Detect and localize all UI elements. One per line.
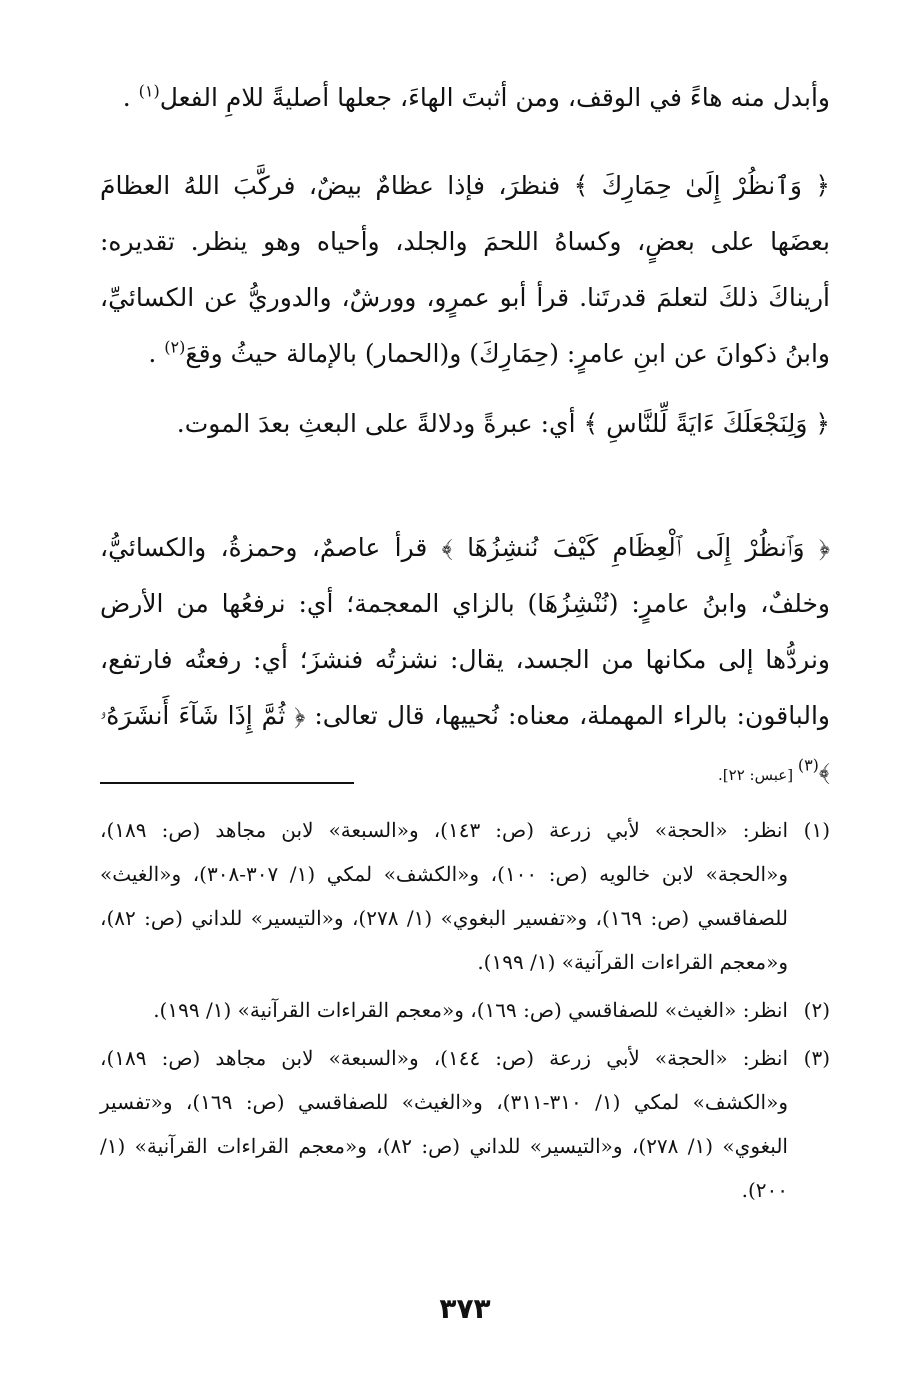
footnote-1 [100, 808, 830, 984]
footnote-number: (٢) [803, 998, 830, 1022]
footnote-ref-3[interactable]: (٣) [797, 755, 819, 775]
footnote-divider [100, 782, 354, 784]
footnote-text: انظر: «الحجة» لأبي زرعة (ص: ١٤٤)، و«السبعة» لابن مجاهد (ص: ١٨٩)، و«الكشف» لمكي (١/ ٣١٠-٣١١)، و«الغيث» للصفاقسي (ص: ١٦٩)، و«تفسير البغوي» (١/ ٢٧٨)، و«التيسير» للداني (ص: ٨٢)، و«معجم القراءات القرآنية» (١/ ٢٠٠). [100, 1046, 788, 1202]
footnote-text: انظر: «الغيث» للصفاقسي (ص: ١٦٩)، و«معجم القراءات القرآنية» (١/ ١٩٩). [153, 998, 788, 1022]
footnote-text: انظر: «الحجة» لأبي زرعة (ص: ١٤٣)، و«السبعة» لابن مجاهد (ص: ١٨٩)، و«الحجة» لابن خالويه (ص: ١٠٠)، و«الكشف» لمكي (١/ ٣٠٧-٣٠٨)، و«الغيث» للصفاقسي (ص: ١٦٩)، و«تفسير البغوي» (١/ ٢٧٨)، و«التيسير» للداني (ص: ٨٢)، و«معجم القراءات القرآنية» (١/ ١٩٩). [100, 818, 789, 974]
footnote-2 [100, 988, 830, 1032]
paragraph-4 [100, 520, 830, 803]
paragraph-4-text: ﴿ وَٱنظُرْ إِلَى ٱلْعِظَامِ كَيْفَ نُنشِزُهَا ﴾ قرأ عاصمٌ، وحمزةُ، والكسائيُّ، وخلفٌ، وابنُ عامرٍ: (نُنْشِزُهَا) بالزاي المعجمة؛ أي: نرفعُها من الأرض ونردُّها إلى مكانها من الجسد، يقال: نشزتُه فنشزَ؛ أي: رفعتُه فارتفع، والباقون: بالراء المهملة، معناه: نُحييها، قال تعالى: ﴿ ثُمَّ إِذَا شَآءَ أَنشَرَهُۥ ﴾ [100, 533, 830, 786]
footnote-number: (٣) [803, 1046, 830, 1070]
footnotes [100, 808, 830, 1216]
surah-citation: [عبس: ٢٢]. [718, 766, 798, 784]
paragraph-1 [100, 70, 830, 126]
paragraph-3-text: ﴿ وَلِنَجْعَلَكَ ءَايَةً لِّلنَّاسِ ﴾ أي: عبرةً ودلالةً على البعثِ بعدَ الموت. [176, 409, 830, 438]
paragraph-1-end: . [122, 83, 139, 112]
paragraph-3 [100, 396, 830, 452]
book-page [100, 60, 830, 1350]
paragraph-1-text: وأبدل منه هاءً في الوقف، ومن أثبتَ الهاءَ، جعلها أصليةً للامِ الفعل [159, 83, 830, 112]
footnote-ref-1[interactable]: (١) [138, 81, 160, 101]
footnote-ref-2[interactable]: (٢) [164, 337, 186, 357]
paragraph-2-end: . [148, 339, 165, 368]
paragraph-2-text: ﴿ وَٱنظُرْ إِلَىٰ حِمَارِكَ ﴾ فنظرَ، فإذا عظامٌ بيضٌ، فركَّبَ اللهُ العظامَ بعضَها على بعضٍ، وكساهُ اللحمَ والجلد، وأحياه وهو ينظر. تقديره: أريناكَ ذلكَ لتعلمَ قدرتَنا. قرأ أبو عمرٍو، وورشٌ، والدوريُّ عن الكسائيِّ، وابنُ ذكوانَ عن ابنِ عامرٍ: (حِمَارِكَ) و(الحمار) بالإمالة حيثُ وقعَ [100, 171, 830, 368]
footnote-3 [100, 1036, 830, 1212]
footnote-number: (١) [803, 818, 830, 842]
page-number: ٣٧٣ [439, 1292, 491, 1325]
paragraph-2 [100, 158, 830, 382]
